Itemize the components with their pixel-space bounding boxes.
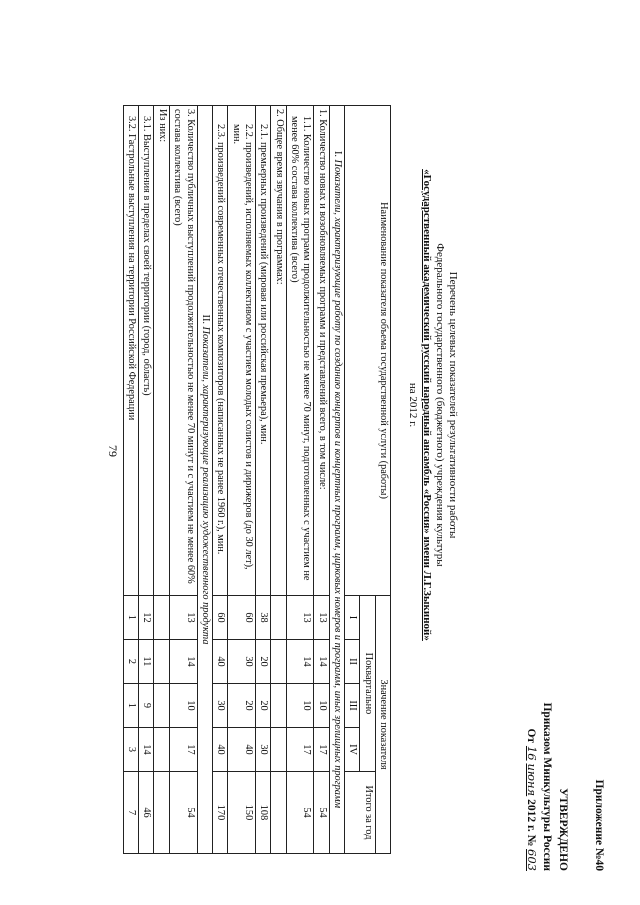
header-q3: III xyxy=(344,684,359,728)
header-q2: II xyxy=(344,640,359,684)
table-row xyxy=(314,106,329,854)
cell-q3: 30 xyxy=(212,684,227,728)
cell-q2 xyxy=(154,640,169,684)
cell-q3: 10 xyxy=(286,684,314,728)
title-organization: «Государственный академический русский народный ансамбль «Россия» имени Л.Г.Зыкиной» xyxy=(420,169,433,641)
cell-q3: 1 xyxy=(123,684,138,728)
cell-q4: 40 xyxy=(212,728,227,772)
order-year: 2012 г. № xyxy=(524,799,537,847)
table-header-row xyxy=(375,106,390,854)
cell-q3: 20 xyxy=(255,684,270,728)
cell-q4 xyxy=(271,728,286,772)
cell-q2: 11 xyxy=(139,640,154,684)
section-1-text: Показатели, характеризующие работу по созданию концертов и концертных программ, цирковых номеров и программ, иных зрелищных программ xyxy=(331,159,343,809)
header-name-col: Наименование показателя объема государственной услуги (работы) xyxy=(344,106,390,596)
section-1-heading xyxy=(329,106,344,854)
table-row xyxy=(212,106,227,854)
cell-total: 54 xyxy=(169,772,197,854)
cell-q4: 17 xyxy=(314,728,329,772)
cell-q4: 30 xyxy=(255,728,270,772)
order-prefix: От xyxy=(524,728,537,744)
cell-total: 150 xyxy=(228,772,256,854)
cell-total: 54 xyxy=(314,772,329,854)
row-label: 2.2. произведений, исполняемых коллективом с участием молодых солистов и дирижеров (до 30 лет), мин. xyxy=(228,106,256,596)
header-q4: IV xyxy=(344,728,359,772)
cell-q4 xyxy=(154,728,169,772)
header-q1: I xyxy=(344,596,359,640)
approval-stamp xyxy=(521,531,605,871)
document-title xyxy=(406,125,459,685)
order-month: июня xyxy=(524,763,539,797)
cell-q2: 14 xyxy=(286,640,314,684)
table-row xyxy=(123,106,138,854)
title-line-1: Перечень целевых показателей результативности работы xyxy=(447,271,459,539)
cell-total xyxy=(271,772,286,854)
table-row xyxy=(169,106,197,854)
section-row xyxy=(329,106,344,854)
cell-q1: 13 xyxy=(314,596,329,640)
appendix-label: Приложение №40 xyxy=(593,779,605,871)
title-year: на 2012 г. xyxy=(407,382,420,428)
row-label: Из них: xyxy=(154,106,169,596)
ministry-label: Приказом Минкультуры России xyxy=(541,702,554,871)
cell-total: 7 xyxy=(123,772,138,854)
header-quarterly: Поквартально xyxy=(360,596,375,772)
cell-q2: 30 xyxy=(228,640,256,684)
page-number: 79 xyxy=(106,445,120,457)
table-row xyxy=(271,106,286,854)
cell-total: 46 xyxy=(139,772,154,854)
order-number: 603 xyxy=(524,849,539,871)
cell-q1: 13 xyxy=(169,596,197,640)
cell-total xyxy=(154,772,169,854)
row-label: 1. Количество новых и возобновляемых программ и представлений всего, в том числе: xyxy=(314,106,329,596)
cell-q2: 20 xyxy=(255,640,270,684)
table-row xyxy=(286,106,314,854)
cell-q4: 40 xyxy=(228,728,256,772)
table-row xyxy=(228,106,256,854)
section-2-number: II. xyxy=(199,314,211,324)
header-value-group: Значение показателя xyxy=(375,596,390,854)
cell-q4: 17 xyxy=(286,728,314,772)
title-line-2: Федерального государственного (бюджетного) учреждения культуры xyxy=(433,243,446,567)
row-label: 1.1. Количество новых программ продолжительностью не менее 70 минут, подготовленных с участием не менее 60% состава коллектива (всего) xyxy=(286,106,314,596)
document-sheet xyxy=(126,45,605,875)
cell-q3: 10 xyxy=(314,684,329,728)
section-row xyxy=(197,106,212,854)
cell-total: 170 xyxy=(212,772,227,854)
cell-q2 xyxy=(271,640,286,684)
cell-q4: 17 xyxy=(169,728,197,772)
cell-total: 108 xyxy=(255,772,270,854)
cell-q1: 12 xyxy=(139,596,154,640)
table-row xyxy=(154,106,169,854)
row-label: 3.2. Гастрольные выступления на территории Российской Федерации xyxy=(123,106,138,596)
cell-q1: 38 xyxy=(255,596,270,640)
row-label: 2.1. премьерных произведений (мировая или российская премьера), мин. xyxy=(255,106,270,596)
table-row xyxy=(139,106,154,854)
cell-q2: 40 xyxy=(212,640,227,684)
row-label: 3. Количество публичных выступлений продолжительностью не менее 70 минут и с участием не менее 60% состава коллектива (всего) xyxy=(169,106,197,596)
cell-q4: 3 xyxy=(123,728,138,772)
cell-q2: 2 xyxy=(123,640,138,684)
section-2-text: Показатели, характеризующие реализацию художественного продукта xyxy=(199,326,211,645)
order-line xyxy=(523,531,538,871)
table-row xyxy=(255,106,270,854)
cell-q3 xyxy=(154,684,169,728)
section-2-heading xyxy=(197,106,212,854)
cell-q1 xyxy=(154,596,169,640)
cell-q1: 60 xyxy=(228,596,256,640)
cell-q2: 14 xyxy=(169,640,197,684)
approved-label: УТВЕРЖДЕНО xyxy=(557,788,570,871)
cell-q1 xyxy=(271,596,286,640)
row-label: 3.1. Выступления в пределах своей территории (город, область) xyxy=(139,106,154,596)
cell-total: 54 xyxy=(286,772,314,854)
cell-q3: 9 xyxy=(139,684,154,728)
row-label: 2. Общее время звучания в программах: xyxy=(271,106,286,596)
cell-q1: 13 xyxy=(286,596,314,640)
cell-q1: 1 xyxy=(123,596,138,640)
order-day: 16 xyxy=(524,745,539,761)
header-total: Итого за год xyxy=(344,772,375,854)
cell-q1: 60 xyxy=(212,596,227,640)
section-1-number: I. xyxy=(331,150,343,157)
cell-q2: 14 xyxy=(314,640,329,684)
cell-q4: 14 xyxy=(139,728,154,772)
row-label: 2.3. произведений современных отечественных композиторов (написанных не ранее 1960 г.), мин. xyxy=(212,106,227,596)
cell-q3: 10 xyxy=(169,684,197,728)
indicators-table xyxy=(123,105,391,854)
cell-q3: 20 xyxy=(228,684,256,728)
cell-q3 xyxy=(271,684,286,728)
